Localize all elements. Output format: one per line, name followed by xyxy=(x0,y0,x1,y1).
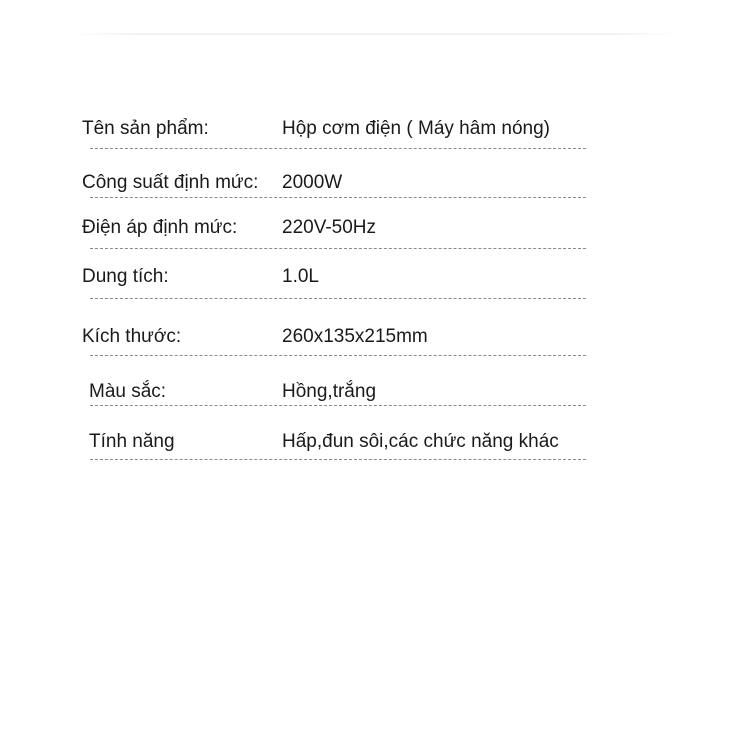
spec-value: Hồng,trắng xyxy=(282,381,377,402)
spec-row-color xyxy=(0,380,749,428)
spec-label: Điện áp định mức: xyxy=(82,217,238,238)
spec-value: 260x135x215mm xyxy=(282,326,428,347)
spec-row-product-name xyxy=(0,117,749,165)
spec-value: Hấp,đun sôi,các chức năng khác xyxy=(282,431,559,452)
spec-label: Tên sản phẩm: xyxy=(82,118,209,139)
spec-row-rated-voltage xyxy=(0,216,749,264)
row-divider xyxy=(90,248,586,249)
spec-label: Kích thước: xyxy=(82,326,182,347)
spec-row-features xyxy=(0,430,749,478)
spec-value: 1.0L xyxy=(282,266,319,287)
spec-label: Màu sắc: xyxy=(89,381,167,402)
spec-label: Công suất định mức: xyxy=(82,172,259,193)
spec-row-dimensions xyxy=(0,325,749,373)
row-divider xyxy=(90,355,586,356)
spec-value: 220V-50Hz xyxy=(282,217,377,238)
spec-row-rated-power xyxy=(0,171,749,219)
row-divider xyxy=(90,405,586,406)
row-divider xyxy=(90,197,586,198)
spec-value: 2000W xyxy=(282,172,343,193)
spec-row-capacity xyxy=(0,265,749,313)
spec-label: Dung tích: xyxy=(82,266,169,287)
row-divider xyxy=(90,298,586,299)
spec-value: Hộp cơm điện ( Máy hâm nóng) xyxy=(282,118,551,139)
row-divider xyxy=(90,148,586,149)
row-divider xyxy=(90,459,586,460)
spec-label: Tính năng xyxy=(89,431,175,452)
